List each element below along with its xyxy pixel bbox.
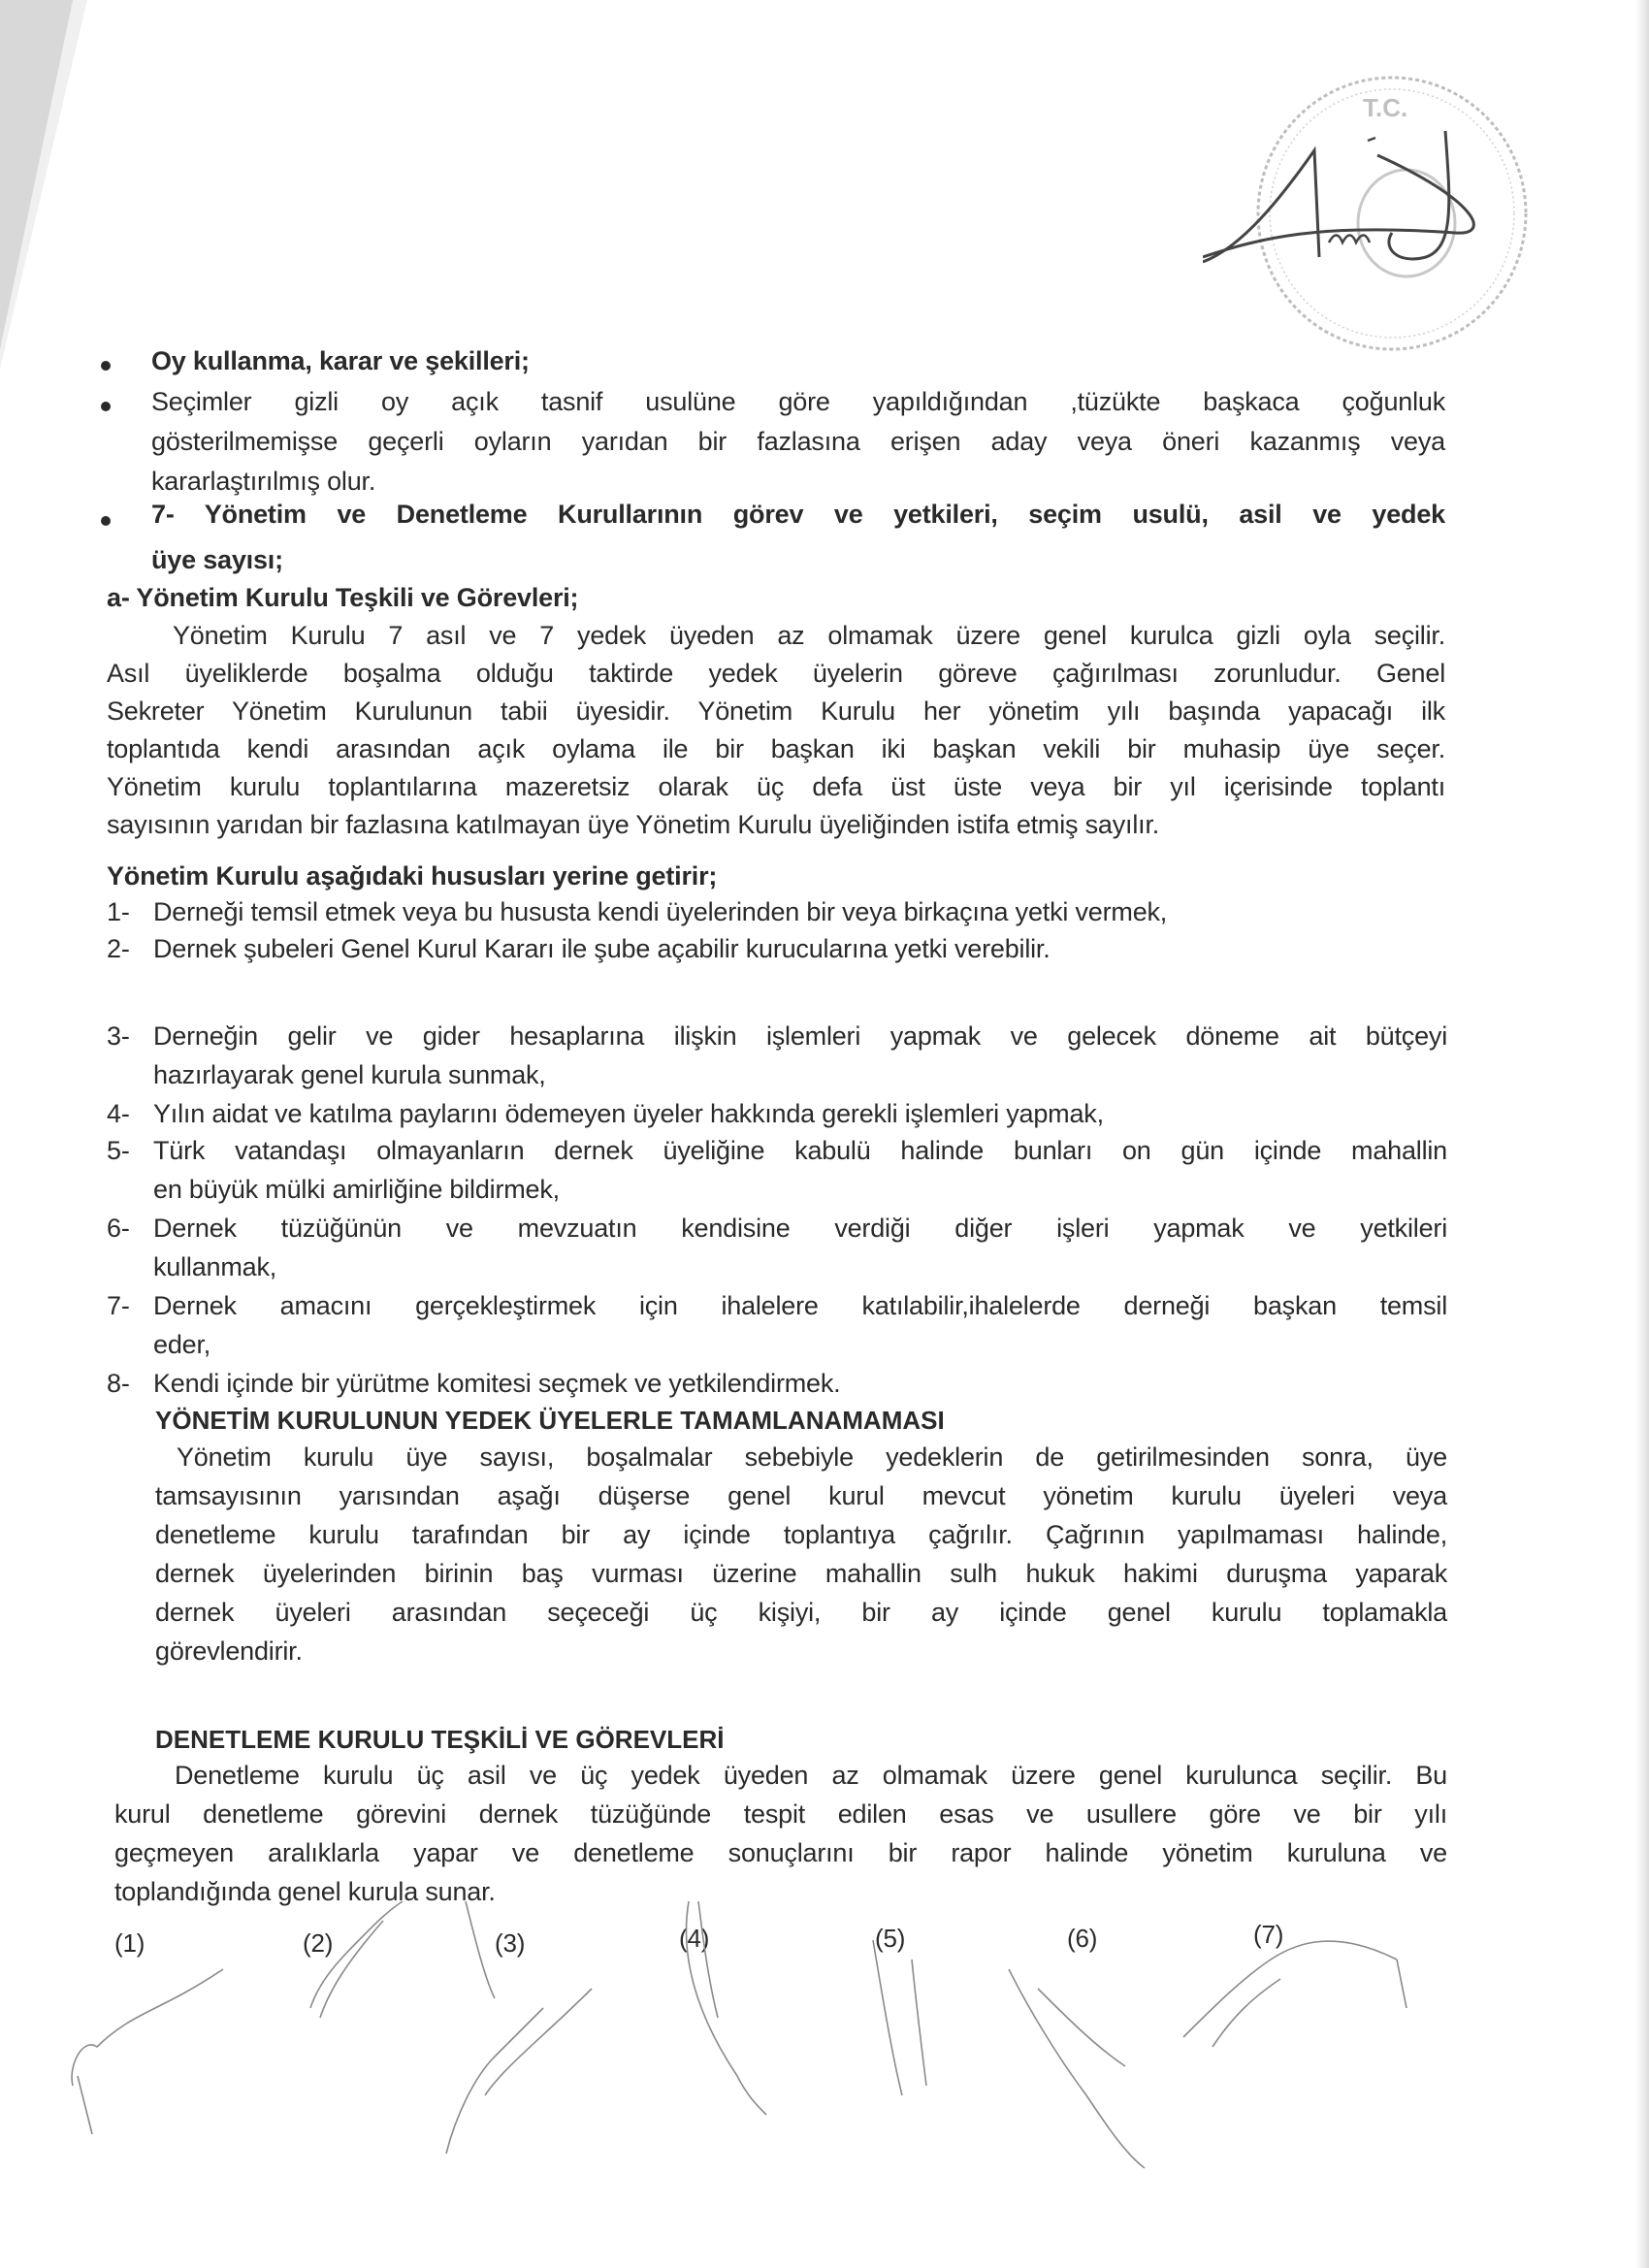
- list-number: 4-: [107, 1099, 130, 1128]
- paragraph-line: denetleme kurulu tarafından bir ay içinde toplantıya çağrılır. Çağrının yapılmaması halinde,: [155, 1520, 1447, 1549]
- paragraph-line: toplantıda kendi arasından açık oylama ile bir başkan iki başkan vekili bir muhasip üye seçer.: [107, 734, 1445, 763]
- heading-line: üye sayısı;: [151, 545, 283, 574]
- signature-label-3: (3): [495, 1928, 526, 1958]
- section-heading-7: [151, 497, 1445, 581]
- list-text: Derneğin gelir ve gider hesaplarına ilişkin işlemleri yapmak ve gelecek döneme ait bütçeyi: [153, 1021, 1447, 1051]
- paragraph-line: geçmeyen aralıklarla yapar ve denetleme sonuçlarını bir rapor halinde yönetim kuruluna ve: [114, 1838, 1447, 1867]
- signature-label-1: (1): [114, 1928, 146, 1958]
- paragraph-line: gösterilmemişse geçerli oyların yarıdan bir fazlasına erişen aday veya öneri kazanmış veya: [151, 427, 1445, 456]
- bullet-icon: [101, 361, 111, 371]
- signature-label-7: (7): [1253, 1920, 1284, 1949]
- paragraph-line: dernek üyeleri arasından seçeceği üç kişiyi, bir ay içinde genel kurulu toplamakla: [155, 1598, 1447, 1627]
- paragraph-line: kurul denetleme görevini dernek tüzüğünde tespit edilen esas ve usullere göre ve bir yılı: [114, 1799, 1447, 1829]
- heading-line: 7- Yönetim ve Denetleme Kurullarının görev ve yetkileri, seçim usulü, asil ve yedek: [151, 500, 1445, 529]
- paragraph-line: Denetleme kurulu üç asil ve üç yedek üyeden az olmamak üzere genel kurulunca seçilir. Bu: [175, 1761, 1447, 1790]
- list-item: [107, 1288, 1447, 1366]
- paragraph-audit-board: [114, 1758, 1447, 1913]
- paragraph-board: [107, 618, 1445, 845]
- paragraph-line: sayısının yarıdan bir fazlasına katılmayan üye Yönetim Kurulu üyeliğinden istifa etmiş sayılır.: [107, 810, 1160, 839]
- list-item: [107, 931, 1447, 1019]
- list-number: 1-: [107, 897, 130, 926]
- list-number: 7-: [107, 1291, 130, 1320]
- list-text: en büyük mülki amirliğine bildirmek,: [153, 1175, 560, 1204]
- duties-list: [107, 894, 1447, 1403]
- list-item: [107, 1133, 1447, 1211]
- list-text: Yılın aidat ve katılma paylarını ödemeyen üyeler hakkında gerekli işlemleri yapmak,: [153, 1099, 1104, 1128]
- list-number: 3-: [107, 1021, 130, 1051]
- subheading-board: a- Yönetim Kurulu Teşkili ve Görevleri;: [107, 583, 579, 612]
- bullet-icon: [101, 516, 111, 526]
- paragraph-line: kararlaştırılmış olur.: [151, 467, 376, 496]
- list-item: [107, 1096, 1447, 1133]
- list-text: Derneği temsil etmek veya bu hususta kendi üyelerinden bir veya birkaçına yetki vermek,: [153, 897, 1168, 926]
- duties-heading: Yönetim Kurulu aşağıdaki hususları yerine getirir;: [107, 861, 718, 891]
- paragraph-line: tamsayısının yarısından aşağı düşerse genel kurul mevcut yönetim kurulu üyeleri veya: [155, 1481, 1447, 1510]
- list-number: 6-: [107, 1214, 130, 1243]
- scan-shadow-overlay: [0, 0, 87, 369]
- official-seal-icon: [1203, 53, 1533, 373]
- list-text: Dernek amacını gerçekleştirmek için ihalelere katılabilir,ihalelerde derneği başkan temsil: [153, 1291, 1447, 1320]
- paragraph-line: görevlendirir.: [155, 1636, 303, 1666]
- paragraph-voting: [151, 384, 1445, 503]
- paragraph-line: Sekreter Yönetim Kurulunun tabii üyesidir. Yönetim Kurulu her yönetim yılı başında yapacağı ilk: [107, 697, 1445, 726]
- list-number: 2-: [107, 934, 130, 963]
- paragraph-line: dernek üyelerinden birinin baş vurması üzerine mahallin sulh hukuk hakimi duruşma yaparak: [155, 1559, 1447, 1588]
- paragraph-line: toplandığında genel kurula sunar.: [114, 1877, 496, 1906]
- list-item: [107, 1019, 1447, 1096]
- list-item: [107, 1366, 1447, 1403]
- paragraph-line: Yönetim Kurulu 7 asıl ve 7 yedek üyeden az olmamak üzere genel kurulca gizli oyla seçilir.: [173, 621, 1445, 650]
- paragraph-incomplete-board: [155, 1440, 1447, 1672]
- signature-label-4: (4): [679, 1924, 710, 1953]
- signature-label-2: (2): [303, 1928, 334, 1958]
- list-text: hazırlayarak genel kurula sunmak,: [153, 1060, 546, 1089]
- list-text: Dernek şubeleri Genel Kurul Kararı ile şube açabilir kurucularına yetki verebilir.: [153, 934, 1051, 963]
- paragraph-line: Yönetim kurulu toplantılarına mazeretsiz olarak üç defa üst üste veya bir yıl içerisinde toplantı: [107, 772, 1445, 801]
- handwritten-signatures-icon: [0, 1901, 1649, 2221]
- list-text: Türk vatandaşı olmayanların dernek üyeliğine kabulü halinde bunları on gün içinde mahallin: [153, 1136, 1447, 1165]
- list-number: 8-: [107, 1369, 130, 1398]
- section-heading-incomplete-board: YÖNETİM KURULUNUN YEDEK ÜYELERLE TAMAMLANAMAMASI: [155, 1406, 945, 1435]
- paragraph-line: Yönetim kurulu üye sayısı, boşalmalar sebebiyle yedeklerin de getirilmesinden sonra, üye: [177, 1442, 1447, 1472]
- svg-text:T.C.: T.C.: [1363, 93, 1408, 122]
- list-text: Kendi içinde bir yürütme komitesi seçmek ve yetkilendirmek.: [153, 1369, 841, 1398]
- list-item: [107, 894, 1447, 931]
- section-heading-voting: Oy kullanma, karar ve şekilleri;: [151, 346, 530, 375]
- paragraph-line: Seçimler gizli oy açık tasnif usulüne göre yapıldığından ,tüzükte başkaca çoğunluk: [151, 387, 1445, 416]
- list-text: Dernek tüzüğünün ve mevzuatın kendisine verdiği diğer işleri yapmak ve yetkileri: [153, 1214, 1447, 1243]
- paragraph-line: Asıl üyeliklerde boşalma olduğu taktirde yedek üyelerin göreve çağırılması zorunludur. Genel: [107, 659, 1445, 688]
- section-heading-audit-board: DENETLEME KURULU TEŞKİLİ VE GÖREVLERİ: [155, 1725, 725, 1754]
- list-text: kullanmak,: [153, 1252, 277, 1281]
- signature-label-6: (6): [1067, 1924, 1098, 1953]
- list-text: eder,: [153, 1330, 211, 1359]
- signature-label-5: (5): [875, 1924, 906, 1953]
- list-number: 5-: [107, 1136, 130, 1165]
- bullet-icon: [101, 402, 111, 411]
- list-item: [107, 1211, 1447, 1288]
